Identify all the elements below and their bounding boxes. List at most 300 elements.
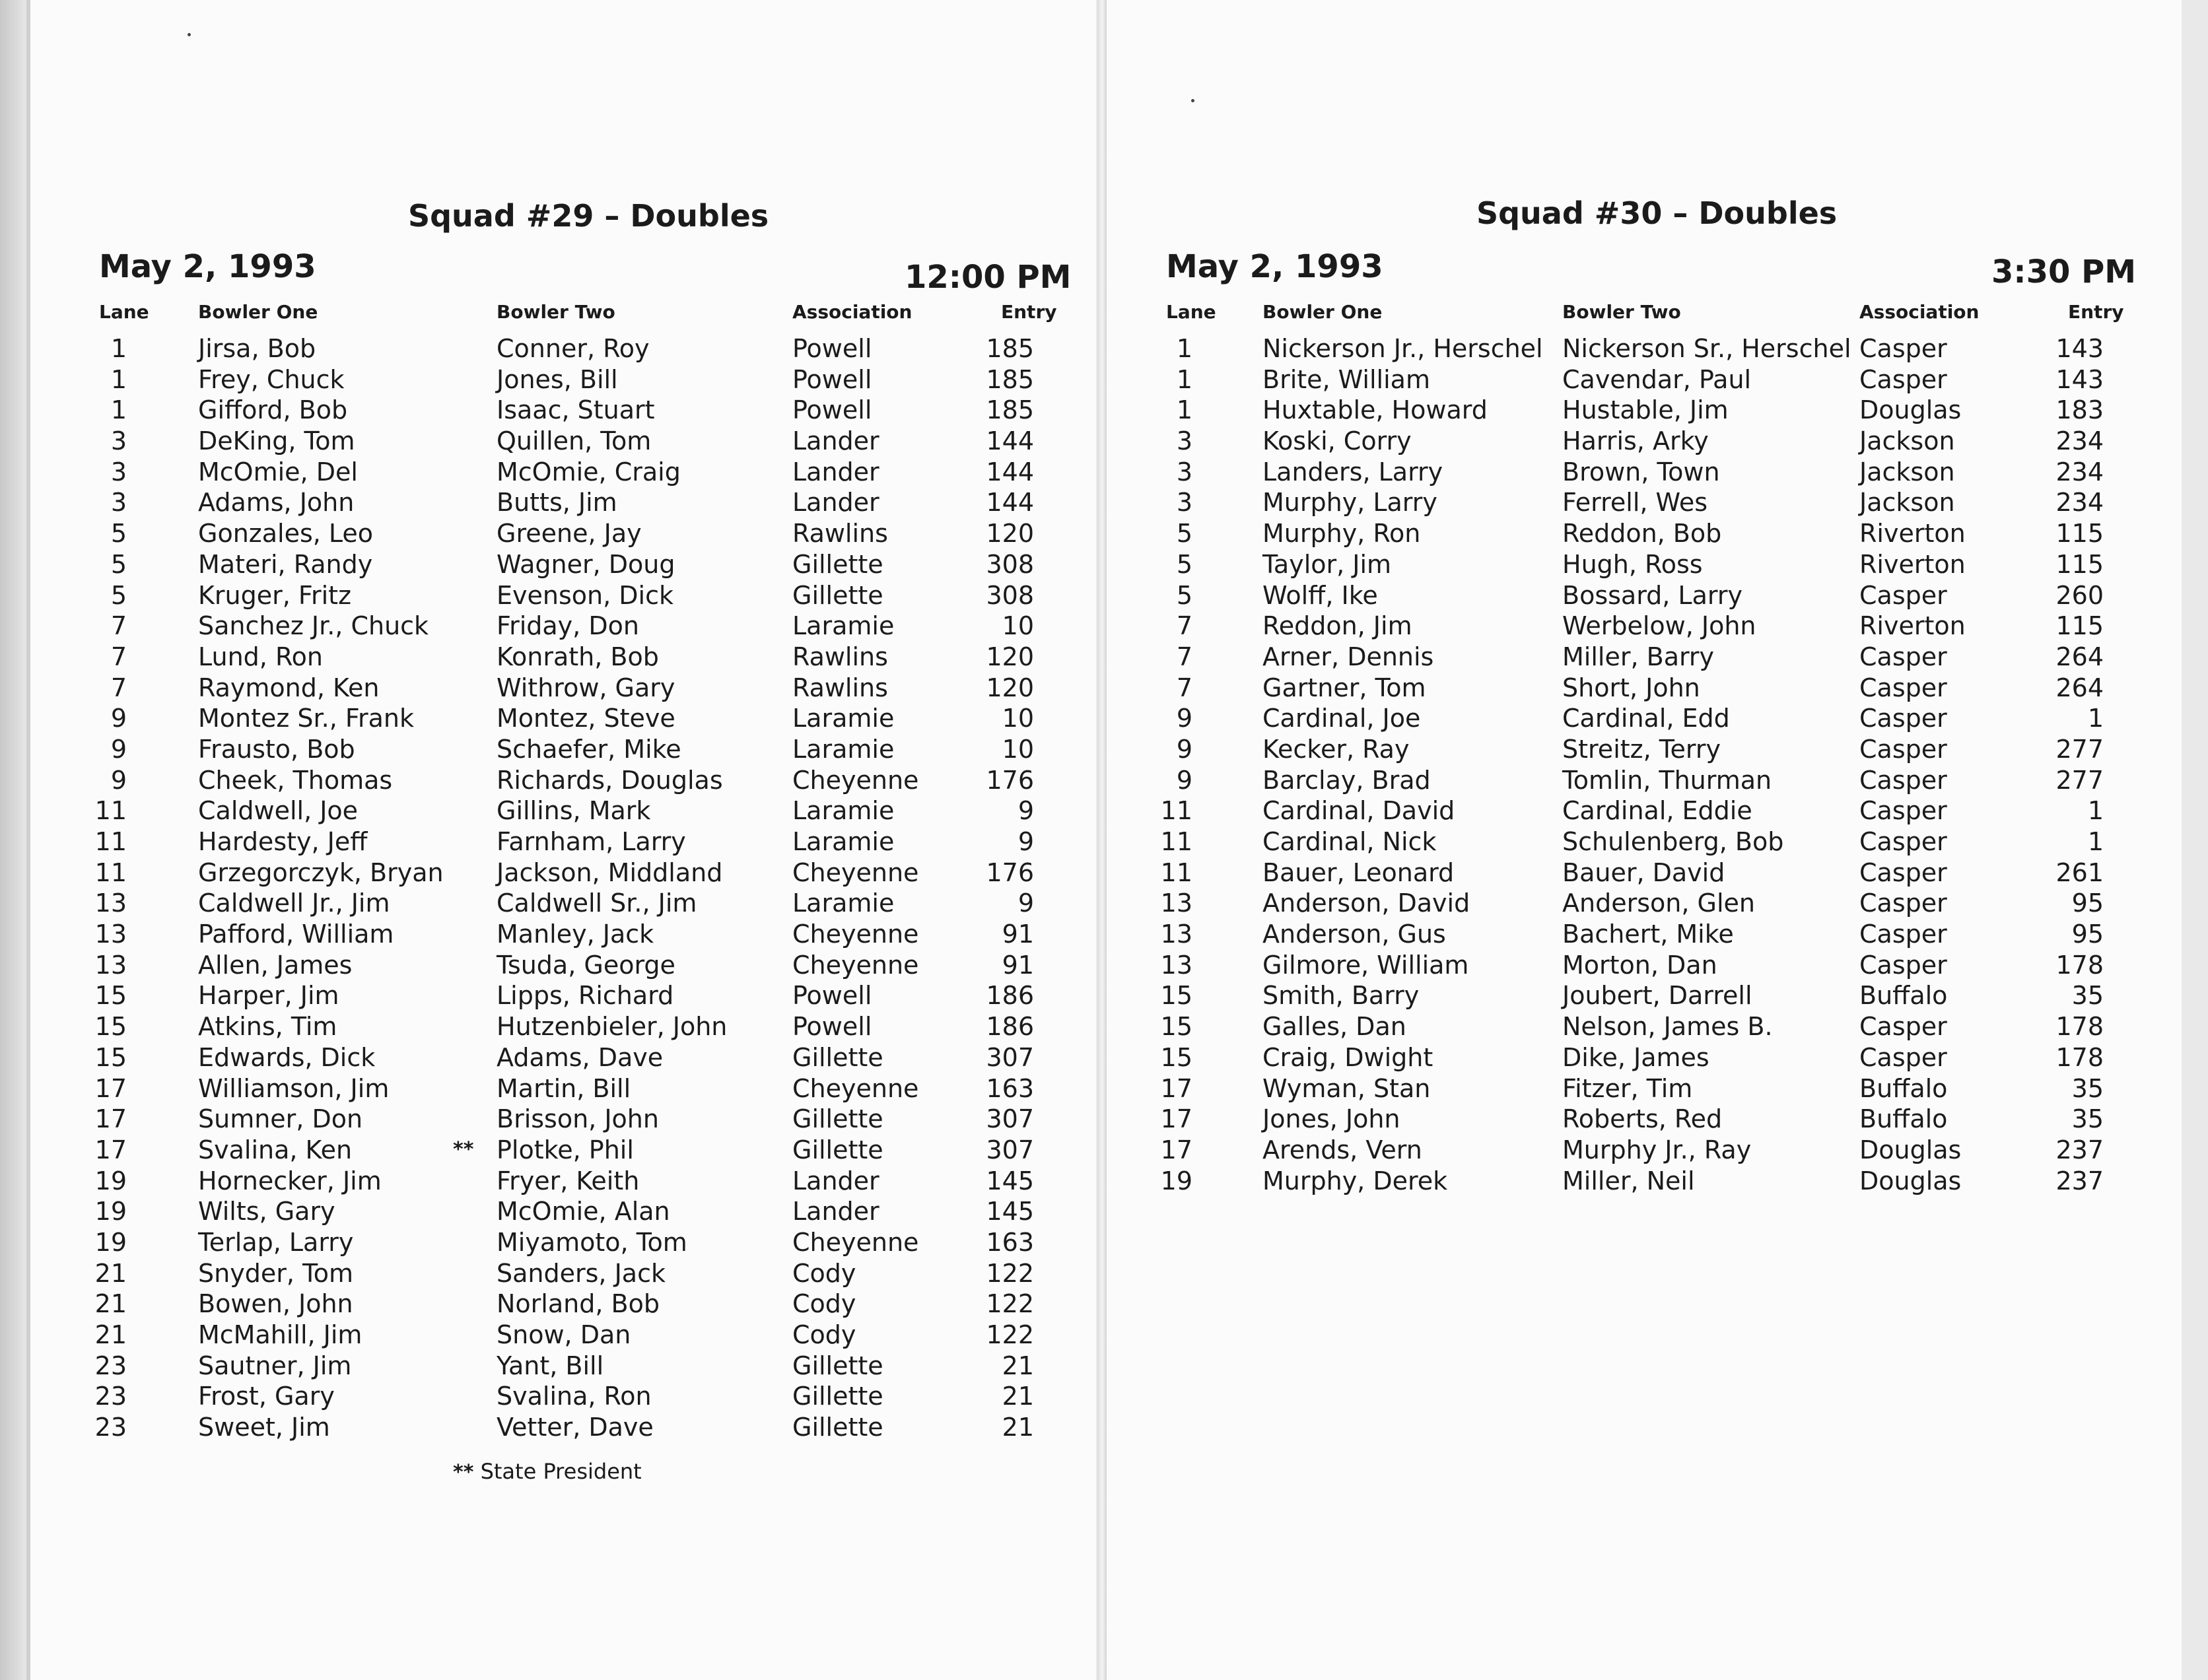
association-cell: Gillette bbox=[792, 1413, 883, 1442]
lane-cell: 15 bbox=[94, 981, 127, 1011]
bowler-one-cell: Caldwell Jr., Jim bbox=[198, 889, 390, 918]
association-cell: Riverton bbox=[1859, 519, 1966, 549]
bowler-two-cell: Plotke, Phil bbox=[497, 1135, 634, 1164]
table-row bbox=[1107, 426, 2182, 457]
bowler-two-cell: Gillins, Mark bbox=[497, 796, 651, 826]
lane-cell: 9 bbox=[1176, 704, 1192, 733]
bowler-two-cell: Hugh, Ross bbox=[1562, 549, 1703, 579]
lane-cell: 13 bbox=[1160, 950, 1192, 980]
bowler-two-cell: Dike, James bbox=[1562, 1042, 1709, 1072]
association-cell: Powell bbox=[792, 364, 872, 394]
bowler-one-cell: Hornecker, Jim bbox=[198, 1166, 382, 1195]
entry-cell: 9 bbox=[1018, 889, 1034, 918]
entry-cell: 1 bbox=[2087, 704, 2104, 733]
left-header-lane: Lane bbox=[99, 301, 149, 323]
entry-cell: 264 bbox=[2055, 673, 2104, 702]
association-cell: Casper bbox=[1859, 889, 1947, 918]
bowler-two-cell: Wagner, Doug bbox=[497, 549, 675, 579]
lane-cell: 1 bbox=[110, 395, 127, 425]
left-page bbox=[26, 0, 1096, 1680]
bowler-one-cell: Cardinal, David bbox=[1262, 796, 1455, 826]
right-roster-table bbox=[1107, 333, 2182, 1196]
bowler-two-cell: Roberts, Red bbox=[1562, 1104, 1723, 1134]
lane-cell: 15 bbox=[1160, 1042, 1192, 1072]
association-cell: Casper bbox=[1859, 642, 1947, 671]
bowler-one-cell: Lund, Ron bbox=[198, 642, 323, 671]
table-row bbox=[30, 364, 1096, 395]
lane-cell: 17 bbox=[94, 1135, 127, 1164]
association-cell: Jackson bbox=[1859, 488, 1955, 518]
association-cell: Cheyenne bbox=[792, 1073, 919, 1103]
entry-cell: 143 bbox=[2055, 364, 2104, 394]
association-cell: Casper bbox=[1859, 765, 1947, 795]
table-row bbox=[30, 795, 1096, 826]
lane-cell: 11 bbox=[1160, 857, 1192, 887]
table-row bbox=[1107, 549, 2182, 580]
entry-cell: 122 bbox=[986, 1320, 1034, 1349]
bowler-two-cell: Bossard, Larry bbox=[1562, 580, 1742, 610]
bowler-one-cell: Bowen, John bbox=[198, 1289, 353, 1319]
association-cell: Laramie bbox=[792, 734, 895, 764]
bowler-two-cell: Yant, Bill bbox=[497, 1351, 604, 1380]
association-cell: Gillette bbox=[792, 1104, 883, 1134]
bowler-two-cell: Richards, Douglas bbox=[497, 765, 723, 795]
speck bbox=[1191, 99, 1194, 102]
bowler-two-cell: Brisson, John bbox=[497, 1104, 659, 1134]
bowler-two-cell: Nelson, James B. bbox=[1562, 1012, 1773, 1042]
entry-cell: 237 bbox=[2055, 1166, 2104, 1195]
lane-cell: 3 bbox=[1176, 426, 1192, 456]
association-cell: Laramie bbox=[792, 611, 895, 641]
bowler-two-cell: Farnham, Larry bbox=[497, 827, 686, 856]
lane-cell: 11 bbox=[1160, 827, 1192, 856]
entry-cell: 120 bbox=[986, 673, 1034, 702]
footnote-text: State President bbox=[480, 1459, 642, 1484]
entry-cell: 237 bbox=[2055, 1135, 2104, 1164]
bowler-one-cell: Williamson, Jim bbox=[198, 1073, 390, 1103]
table-row bbox=[1107, 1166, 2182, 1197]
president-mark: ** bbox=[453, 1137, 474, 1161]
lane-cell: 1 bbox=[1176, 395, 1192, 425]
table-row bbox=[30, 642, 1096, 673]
lane-cell: 13 bbox=[1160, 889, 1192, 918]
bowler-two-cell: Fryer, Keith bbox=[497, 1166, 640, 1195]
bowler-two-cell: Greene, Jay bbox=[497, 519, 642, 549]
bowler-two-cell: Schulenberg, Bob bbox=[1562, 827, 1784, 856]
entry-cell: 21 bbox=[1002, 1382, 1034, 1411]
bowler-two-cell: Miller, Barry bbox=[1562, 642, 1715, 671]
lane-cell: 7 bbox=[110, 611, 127, 641]
bowler-one-cell: Arner, Dennis bbox=[1262, 642, 1434, 671]
table-row bbox=[1107, 1011, 2182, 1042]
entry-cell: 1 bbox=[2087, 796, 2104, 826]
table-row bbox=[30, 826, 1096, 857]
entry-cell: 35 bbox=[2071, 1104, 2104, 1134]
bowler-two-cell: Jackson, Middland bbox=[497, 857, 723, 887]
bowler-one-cell: Harper, Jim bbox=[198, 981, 339, 1011]
association-cell: Jackson bbox=[1859, 457, 1955, 487]
lane-cell: 5 bbox=[110, 549, 127, 579]
bowler-one-cell: Murphy, Derek bbox=[1262, 1166, 1448, 1195]
association-cell: Lander bbox=[792, 488, 880, 518]
entry-cell: 260 bbox=[2055, 580, 2104, 610]
bowler-two-cell: Butts, Jim bbox=[497, 488, 617, 518]
table-row bbox=[1107, 980, 2182, 1011]
bowler-two-cell: Montez, Steve bbox=[497, 704, 675, 733]
entry-cell: 9 bbox=[1018, 827, 1034, 856]
entry-cell: 1 bbox=[2087, 827, 2104, 856]
entry-cell: 91 bbox=[1002, 950, 1034, 980]
left-header-bowler-one: Bowler One bbox=[198, 301, 318, 323]
entry-cell: 176 bbox=[986, 857, 1034, 887]
lane-cell: 9 bbox=[110, 704, 127, 733]
entry-cell: 95 bbox=[2071, 889, 2104, 918]
bowler-one-cell: Wilts, Gary bbox=[198, 1197, 335, 1226]
table-row bbox=[1107, 580, 2182, 611]
lane-cell: 13 bbox=[94, 950, 127, 980]
association-cell: Casper bbox=[1859, 673, 1947, 702]
entry-cell: 178 bbox=[2055, 950, 2104, 980]
left-header-association: Association bbox=[792, 301, 913, 323]
entry-cell: 261 bbox=[2055, 857, 2104, 887]
table-row bbox=[1107, 457, 2182, 488]
left-date: May 2, 1993 bbox=[99, 248, 316, 285]
bowler-two-cell: Anderson, Glen bbox=[1562, 889, 1755, 918]
bowler-one-cell: Allen, James bbox=[198, 950, 353, 980]
left-time: 12:00 PM bbox=[905, 259, 1072, 296]
association-cell: Gillette bbox=[792, 549, 883, 579]
bowler-one-cell: Kecker, Ray bbox=[1262, 734, 1410, 764]
table-row bbox=[1107, 333, 2182, 364]
lane-cell: 7 bbox=[1176, 642, 1192, 671]
lane-cell: 19 bbox=[1160, 1166, 1192, 1195]
entry-cell: 35 bbox=[2071, 1073, 2104, 1103]
right-squad-title: Squad #30 – Doubles bbox=[1476, 195, 1838, 231]
bowler-one-cell: Anderson, Gus bbox=[1262, 920, 1446, 949]
lane-cell: 7 bbox=[1176, 611, 1192, 641]
lane-cell: 15 bbox=[94, 1042, 127, 1072]
table-row bbox=[1107, 673, 2182, 704]
lane-cell: 9 bbox=[110, 734, 127, 764]
footnote-mark: ** bbox=[453, 1461, 474, 1484]
table-row bbox=[1107, 826, 2182, 857]
association-cell: Lander bbox=[792, 457, 880, 487]
bowler-one-cell: Arends, Vern bbox=[1262, 1135, 1422, 1164]
table-row bbox=[1107, 795, 2182, 826]
lane-cell: 1 bbox=[1176, 364, 1192, 394]
table-row bbox=[30, 1011, 1096, 1042]
lane-cell: 23 bbox=[94, 1413, 127, 1442]
association-cell: Casper bbox=[1859, 1042, 1947, 1072]
association-cell: Riverton bbox=[1859, 611, 1966, 641]
bowler-one-cell: DeKing, Tom bbox=[198, 426, 355, 456]
association-cell: Casper bbox=[1859, 950, 1947, 980]
bowler-two-cell: Isaac, Stuart bbox=[497, 395, 655, 425]
bowler-one-cell: Pafford, William bbox=[198, 920, 394, 949]
lane-cell: 3 bbox=[110, 488, 127, 518]
bowler-one-cell: Caldwell, Joe bbox=[198, 796, 359, 826]
bowler-two-cell: Miller, Neil bbox=[1562, 1166, 1695, 1195]
association-cell: Cody bbox=[792, 1320, 856, 1349]
right-header-association: Association bbox=[1859, 301, 1980, 323]
bowler-one-cell: Sumner, Don bbox=[198, 1104, 363, 1134]
lane-cell: 13 bbox=[94, 889, 127, 918]
bowler-two-cell: Svalina, Ron bbox=[497, 1382, 652, 1411]
association-cell: Laramie bbox=[792, 827, 895, 856]
entry-cell: 120 bbox=[986, 519, 1034, 549]
association-cell: Lander bbox=[792, 1197, 880, 1226]
association-cell: Laramie bbox=[792, 796, 895, 826]
bowler-one-cell: Wyman, Stan bbox=[1262, 1073, 1431, 1103]
association-cell: Gillette bbox=[792, 1351, 883, 1380]
entry-cell: 307 bbox=[986, 1135, 1034, 1164]
bowler-two-cell: Werbelow, John bbox=[1562, 611, 1756, 641]
association-cell: Casper bbox=[1859, 704, 1947, 733]
table-row bbox=[30, 518, 1096, 549]
bowler-two-cell: Reddon, Bob bbox=[1562, 519, 1722, 549]
entry-cell: 307 bbox=[986, 1042, 1034, 1072]
entry-cell: 10 bbox=[1002, 704, 1034, 733]
entry-cell: 144 bbox=[986, 488, 1034, 518]
lane-cell: 5 bbox=[1176, 580, 1192, 610]
entry-cell: 115 bbox=[2055, 549, 2104, 579]
association-cell: Casper bbox=[1859, 827, 1947, 856]
table-row bbox=[30, 549, 1096, 580]
bowler-two-cell: Cardinal, Eddie bbox=[1562, 796, 1752, 826]
bowler-two-cell: Withrow, Gary bbox=[497, 673, 675, 702]
bowler-two-cell: McOmie, Alan bbox=[497, 1197, 670, 1226]
lane-cell: 13 bbox=[94, 920, 127, 949]
left-squad-title: Squad #29 – Doubles bbox=[408, 198, 769, 234]
bowler-one-cell: Brite, William bbox=[1262, 364, 1430, 394]
bowler-one-cell: Galles, Dan bbox=[1262, 1012, 1406, 1042]
page-fold bbox=[1097, 0, 1107, 1680]
table-row bbox=[1107, 765, 2182, 796]
bowler-one-cell: Sweet, Jim bbox=[198, 1413, 330, 1442]
lane-cell: 1 bbox=[110, 364, 127, 394]
booklet-edge bbox=[0, 0, 26, 1680]
lane-cell: 7 bbox=[110, 673, 127, 702]
bowler-one-cell: Montez Sr., Frank bbox=[198, 704, 415, 733]
table-row bbox=[30, 980, 1096, 1011]
bowler-one-cell: Gonzales, Leo bbox=[198, 519, 374, 549]
bowler-two-cell: Brown, Town bbox=[1562, 457, 1720, 487]
bowler-one-cell: Anderson, David bbox=[1262, 889, 1470, 918]
association-cell: Powell bbox=[792, 395, 872, 425]
bowler-one-cell: Materi, Randy bbox=[198, 549, 373, 579]
bowler-two-cell: Fitzer, Tim bbox=[1562, 1073, 1693, 1103]
lane-cell: 23 bbox=[94, 1382, 127, 1411]
association-cell: Casper bbox=[1859, 734, 1947, 764]
bowler-one-cell: Terlap, Larry bbox=[198, 1227, 354, 1257]
table-row bbox=[30, 765, 1096, 796]
right-header-lane: Lane bbox=[1166, 301, 1216, 323]
bowler-one-cell: Wolff, Ike bbox=[1262, 580, 1378, 610]
association-cell: Casper bbox=[1859, 364, 1947, 394]
table-row bbox=[30, 457, 1096, 488]
table-row bbox=[30, 1351, 1096, 1382]
right-date: May 2, 1993 bbox=[1166, 248, 1383, 285]
entry-cell: 277 bbox=[2055, 734, 2104, 764]
lane-cell: 7 bbox=[1176, 673, 1192, 702]
bowler-one-cell: Sanchez Jr., Chuck bbox=[198, 611, 429, 641]
entry-cell: 178 bbox=[2055, 1012, 2104, 1042]
left-roster-table bbox=[30, 333, 1096, 1443]
right-time: 3:30 PM bbox=[1991, 253, 2137, 290]
bowler-two-cell: Murphy Jr., Ray bbox=[1562, 1135, 1752, 1164]
bowler-two-cell: Norland, Bob bbox=[497, 1289, 660, 1319]
bowler-one-cell: Craig, Dwight bbox=[1262, 1042, 1433, 1072]
bowler-two-cell: Conner, Roy bbox=[497, 334, 650, 363]
table-row bbox=[30, 1381, 1096, 1412]
association-cell: Cody bbox=[792, 1258, 856, 1288]
bowler-two-cell: Ferrell, Wes bbox=[1562, 488, 1708, 518]
bowler-two-cell: Nickerson Sr., Herschel bbox=[1562, 334, 1851, 363]
entry-cell: 9 bbox=[1018, 796, 1034, 826]
lane-cell: 1 bbox=[110, 334, 127, 363]
association-cell: Gillette bbox=[792, 1042, 883, 1072]
table-row bbox=[1107, 950, 2182, 981]
lane-cell: 1 bbox=[1176, 334, 1192, 363]
association-cell: Douglas bbox=[1859, 395, 1962, 425]
bowler-two-cell: Morton, Dan bbox=[1562, 950, 1717, 980]
lane-cell: 9 bbox=[110, 765, 127, 795]
entry-cell: 234 bbox=[2055, 457, 2104, 487]
table-row bbox=[1107, 395, 2182, 426]
bowler-one-cell: Edwards, Dick bbox=[198, 1042, 376, 1072]
bowler-one-cell: Frausto, Bob bbox=[198, 734, 355, 764]
lane-cell: 13 bbox=[1160, 920, 1192, 949]
lane-cell: 19 bbox=[94, 1197, 127, 1226]
bowler-one-cell: Nickerson Jr., Herschel bbox=[1262, 334, 1543, 363]
table-row bbox=[30, 1412, 1096, 1443]
left-header-entry: Entry bbox=[1001, 301, 1057, 323]
lane-cell: 5 bbox=[1176, 549, 1192, 579]
table-row bbox=[30, 611, 1096, 642]
bowler-one-cell: McOmie, Del bbox=[198, 457, 358, 487]
bowler-two-cell: Friday, Don bbox=[497, 611, 639, 641]
table-row bbox=[1107, 364, 2182, 395]
lane-cell: 15 bbox=[1160, 1012, 1192, 1042]
bowler-one-cell: Smith, Barry bbox=[1262, 981, 1420, 1011]
entry-cell: 21 bbox=[1002, 1413, 1034, 1442]
bowler-one-cell: Sautner, Jim bbox=[198, 1351, 352, 1380]
speck bbox=[188, 33, 191, 36]
entry-cell: 91 bbox=[1002, 920, 1034, 949]
entry-cell: 308 bbox=[986, 549, 1034, 579]
bowler-one-cell: Bauer, Leonard bbox=[1262, 857, 1455, 887]
bowler-two-cell: Short, John bbox=[1562, 673, 1700, 702]
table-row bbox=[30, 580, 1096, 611]
association-cell: Casper bbox=[1859, 796, 1947, 826]
table-row bbox=[1107, 734, 2182, 765]
right-page bbox=[1107, 0, 2182, 1680]
association-cell: Cheyenne bbox=[792, 920, 919, 949]
bowler-one-cell: Cheek, Thomas bbox=[198, 765, 393, 795]
bowler-two-cell: Streitz, Terry bbox=[1562, 734, 1721, 764]
table-row bbox=[1107, 1135, 2182, 1166]
bowler-two-cell: Caldwell Sr., Jim bbox=[497, 889, 697, 918]
entry-cell: 176 bbox=[986, 765, 1034, 795]
bowler-one-cell: Grzegorczyk, Bryan bbox=[198, 857, 444, 887]
table-row bbox=[30, 857, 1096, 889]
lane-cell: 21 bbox=[94, 1289, 127, 1319]
entry-cell: 185 bbox=[986, 334, 1034, 363]
bowler-two-cell: Sanders, Jack bbox=[497, 1258, 666, 1288]
association-cell: Lander bbox=[792, 1166, 880, 1195]
entry-cell: 234 bbox=[2055, 488, 2104, 518]
entry-cell: 144 bbox=[986, 457, 1034, 487]
bowler-one-cell: Koski, Corry bbox=[1262, 426, 1412, 456]
association-cell: Rawlins bbox=[792, 673, 888, 702]
table-row bbox=[30, 426, 1096, 457]
bowler-two-cell: Adams, Dave bbox=[497, 1042, 664, 1072]
association-cell: Buffalo bbox=[1859, 981, 1948, 1011]
entry-cell: 145 bbox=[986, 1166, 1034, 1195]
bowler-two-cell: Miyamoto, Tom bbox=[497, 1227, 687, 1257]
entry-cell: 308 bbox=[986, 580, 1034, 610]
entry-cell: 35 bbox=[2071, 981, 2104, 1011]
entry-cell: 10 bbox=[1002, 734, 1034, 764]
bowler-two-cell: Bachert, Mike bbox=[1562, 920, 1734, 949]
entry-cell: 95 bbox=[2071, 920, 2104, 949]
lane-cell: 11 bbox=[94, 827, 127, 856]
entry-cell: 178 bbox=[2055, 1042, 2104, 1072]
bowler-two-cell: Hustable, Jim bbox=[1562, 395, 1729, 425]
table-row bbox=[1107, 1042, 2182, 1073]
bowler-one-cell: Taylor, Jim bbox=[1262, 549, 1392, 579]
bowler-one-cell: Jones, John bbox=[1262, 1104, 1400, 1134]
lane-cell: 17 bbox=[1160, 1104, 1192, 1134]
bowler-one-cell: Landers, Larry bbox=[1262, 457, 1443, 487]
table-row bbox=[30, 1042, 1096, 1073]
table-row bbox=[30, 919, 1096, 950]
association-cell: Powell bbox=[792, 981, 872, 1011]
association-cell: Douglas bbox=[1859, 1135, 1962, 1164]
table-row bbox=[30, 487, 1096, 518]
lane-cell: 17 bbox=[94, 1104, 127, 1134]
entry-cell: 120 bbox=[986, 642, 1034, 671]
lane-cell: 9 bbox=[1176, 734, 1192, 764]
bowler-two-cell: Joubert, Darrell bbox=[1562, 981, 1752, 1011]
entry-cell: 185 bbox=[986, 364, 1034, 394]
table-row bbox=[30, 1135, 1096, 1166]
table-row bbox=[30, 1196, 1096, 1227]
bowler-one-cell: Huxtable, Howard bbox=[1262, 395, 1488, 425]
table-row bbox=[1107, 1104, 2182, 1135]
bowler-one-cell: Murphy, Ron bbox=[1262, 519, 1421, 549]
bowler-two-cell: Martin, Bill bbox=[497, 1073, 631, 1103]
table-row bbox=[30, 1166, 1096, 1197]
entry-cell: 144 bbox=[986, 426, 1034, 456]
table-row bbox=[30, 1104, 1096, 1135]
lane-cell: 3 bbox=[1176, 457, 1192, 487]
lane-cell: 3 bbox=[110, 457, 127, 487]
association-cell: Cheyenne bbox=[792, 950, 919, 980]
lane-cell: 21 bbox=[94, 1320, 127, 1349]
association-cell: Casper bbox=[1859, 334, 1947, 363]
entry-cell: 143 bbox=[2055, 334, 2104, 363]
bowler-one-cell: Gilmore, William bbox=[1262, 950, 1469, 980]
table-row bbox=[1107, 642, 2182, 673]
table-row bbox=[30, 888, 1096, 919]
lane-cell: 11 bbox=[1160, 796, 1192, 826]
bowler-two-cell: Quillen, Tom bbox=[497, 426, 652, 456]
lane-cell: 9 bbox=[1176, 765, 1192, 795]
table-row bbox=[30, 673, 1096, 704]
bowler-two-cell: Cardinal, Edd bbox=[1562, 704, 1730, 733]
table-row bbox=[30, 950, 1096, 981]
